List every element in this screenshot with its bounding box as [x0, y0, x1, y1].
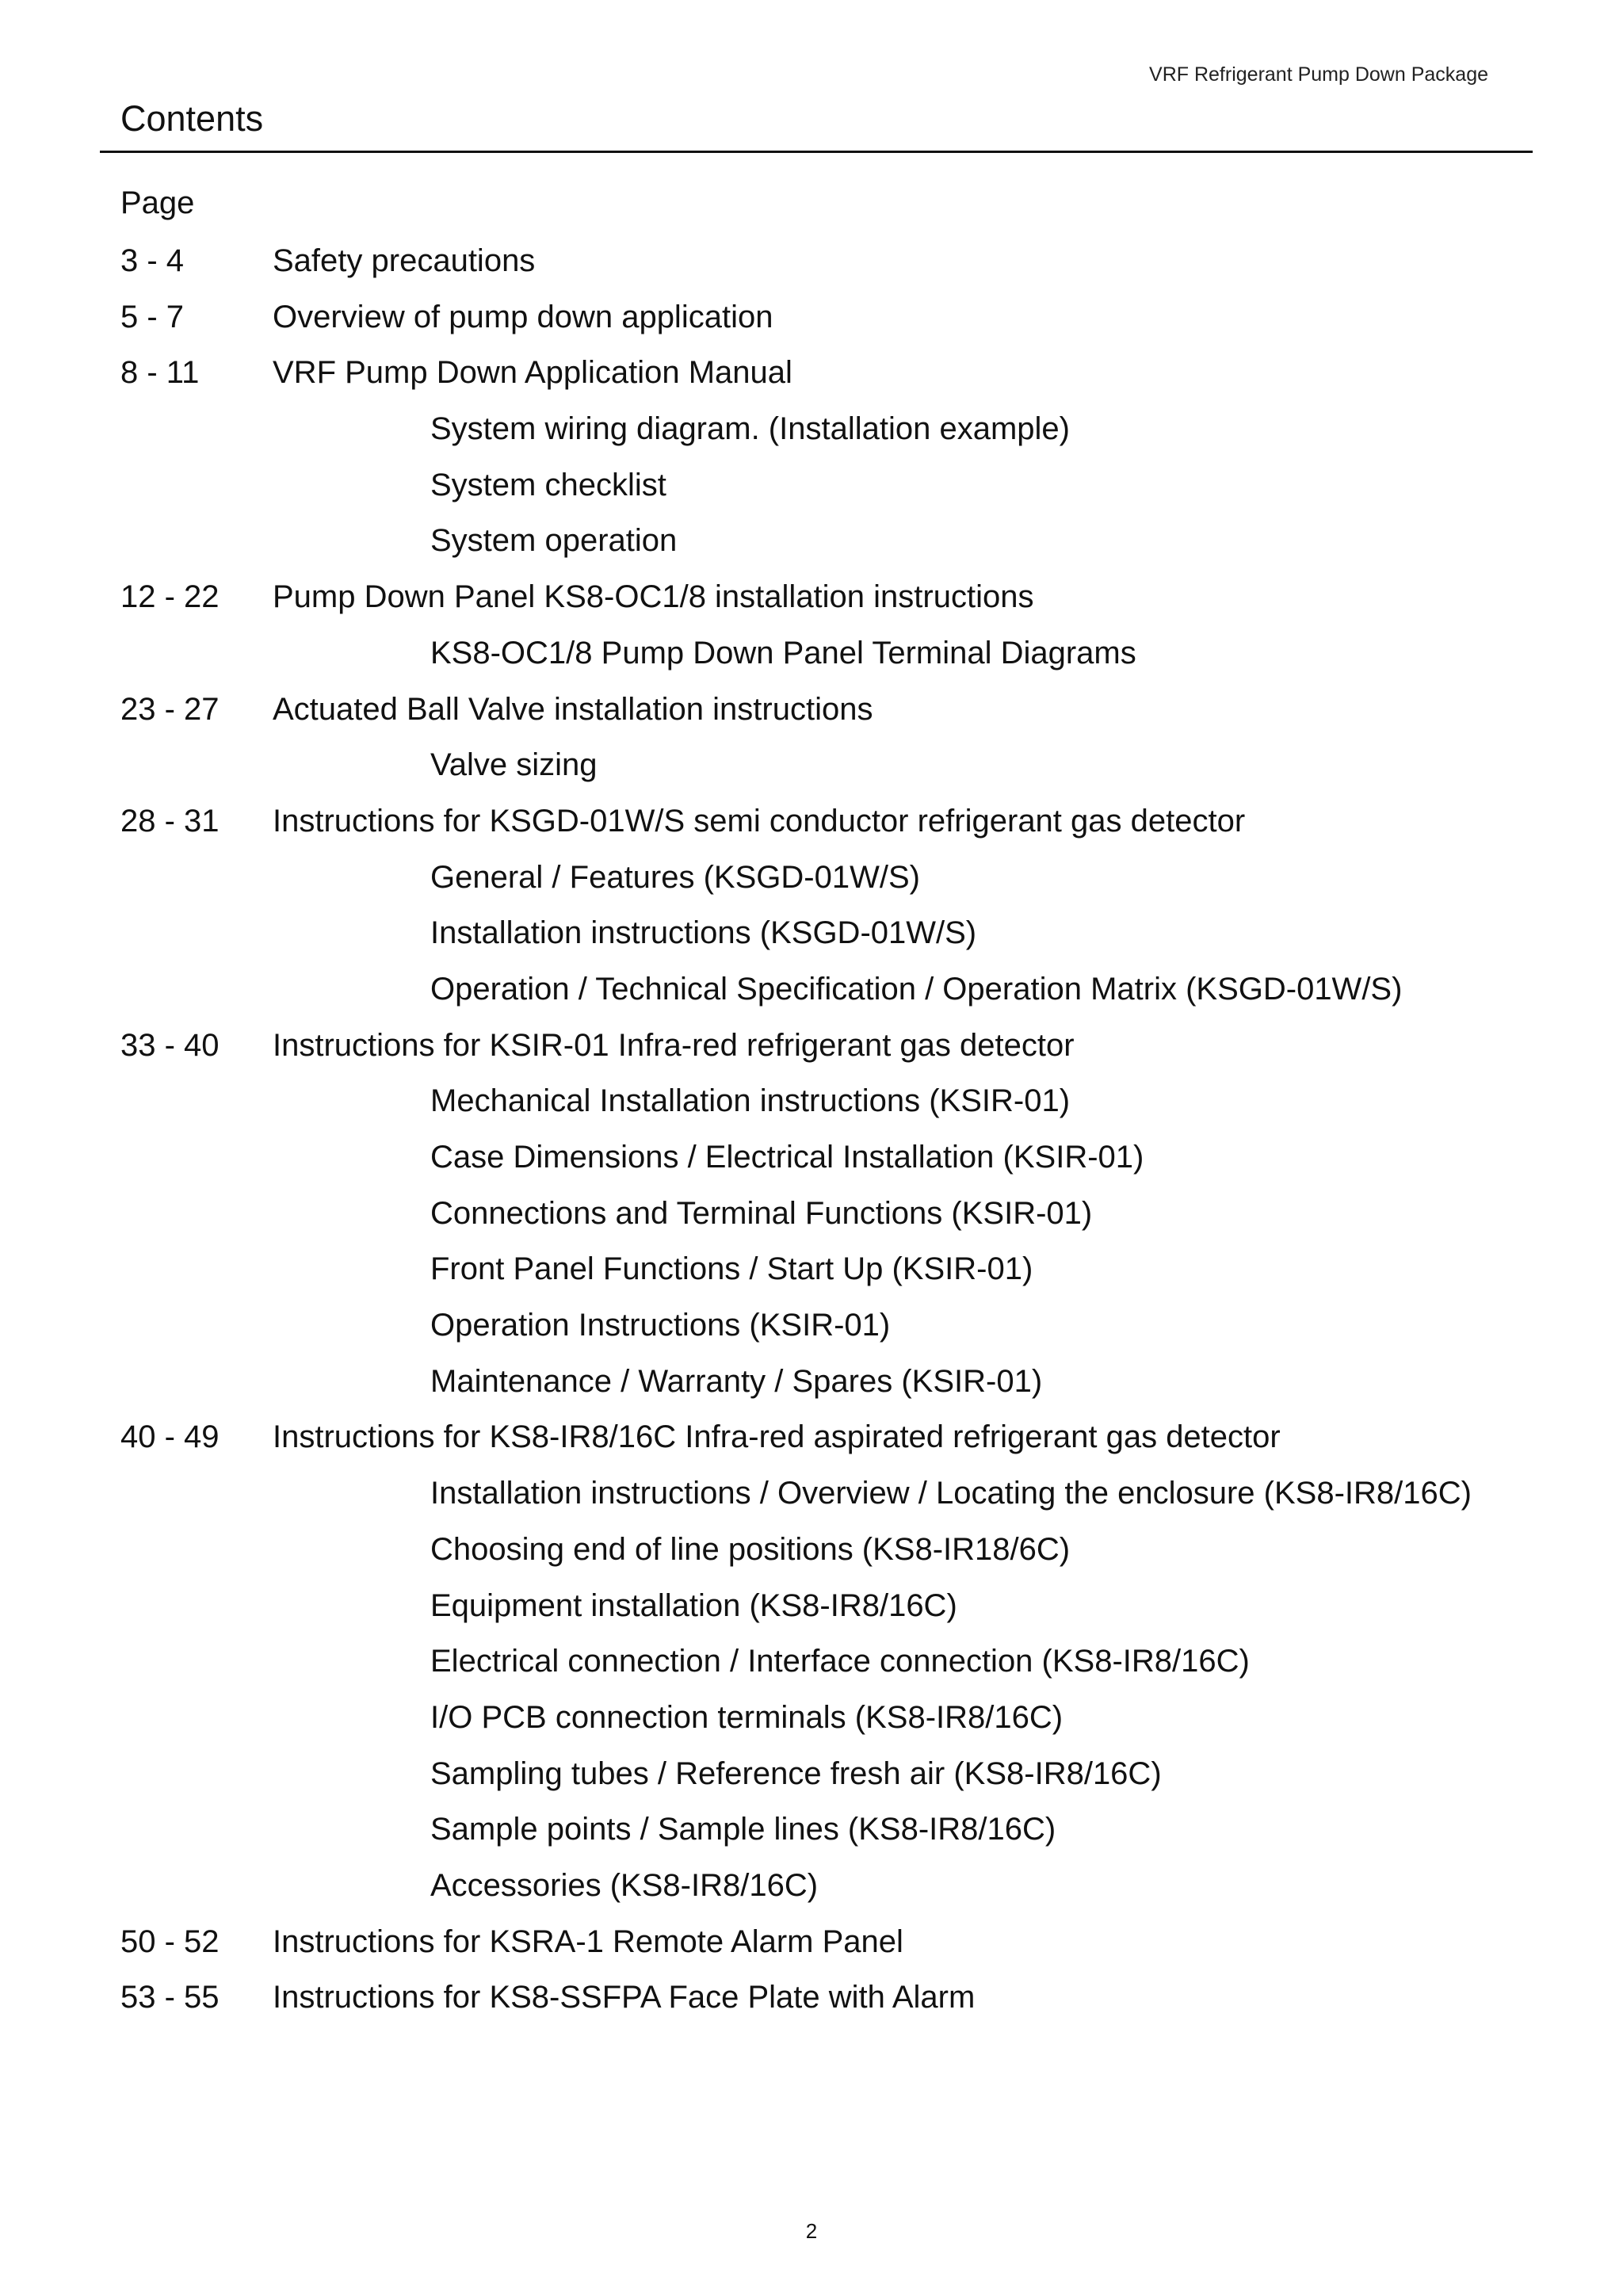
toc-entry: [0, 578, 1623, 634]
toc-page-range: 12 - 22: [120, 579, 220, 615]
toc-entry: [0, 298, 1623, 354]
toc-section-title: Front Panel Functions / Start Up (KSIR-01): [430, 1251, 1033, 1287]
toc-page-range: 28 - 31: [120, 803, 220, 839]
toc-section-title: Connections and Terminal Functions (KSIR-01): [430, 1195, 1093, 1231]
toc-subentry: [0, 746, 1623, 802]
toc-subentry: [0, 970, 1623, 1026]
toc-section-title: Accessories (KS8-IR8/16C): [430, 1867, 819, 1903]
toc-entry: [0, 1923, 1623, 1979]
toc-section-title: Sampling tubes / Reference fresh air (KS8-IR8/16C): [430, 1755, 1162, 1791]
toc-page-range: 5 - 7: [120, 299, 185, 334]
toc-subentry: [0, 634, 1623, 690]
toc-subentry: [0, 1194, 1623, 1251]
toc-subentry: [0, 1642, 1623, 1698]
toc-subentry: [0, 466, 1623, 522]
toc-section-title: VRF Pump Down Application Manual: [273, 355, 792, 391]
toc-section-title: Installation instructions (KSGD-01W/S): [430, 915, 977, 951]
toc-section-title: Maintenance / Warranty / Spares (KSIR-01): [430, 1363, 1043, 1399]
toc-page-range: 33 - 40: [120, 1027, 220, 1063]
toc-subentry: [0, 1755, 1623, 1811]
toc-section-title: General / Features (KSGD-01W/S): [430, 859, 920, 895]
toc-entry: [0, 1978, 1623, 2034]
title-underline-divider: [100, 151, 1533, 153]
toc-subentry: [0, 410, 1623, 466]
toc-section-title: Pump Down Panel KS8-OC1/8 installation instructions: [273, 579, 1034, 615]
toc-section-title: Instructions for KS8-IR8/16C Infra-red aspirated refrigerant gas detector: [273, 1419, 1281, 1455]
toc-page-column-label: Page: [120, 185, 195, 220]
toc-entry: [0, 353, 1623, 410]
toc-page-range: 8 - 11: [120, 355, 200, 391]
toc-section-title: KS8-OC1/8 Pump Down Panel Terminal Diagrams: [430, 635, 1136, 670]
toc-subentry: [0, 1810, 1623, 1866]
toc-section-title: System checklist: [430, 467, 666, 502]
toc-subentry: [0, 858, 1623, 915]
toc-subentry: [0, 1138, 1623, 1194]
page-number: 2: [805, 2219, 818, 2243]
toc-page-range: 40 - 49: [120, 1419, 220, 1455]
toc-section-title: Equipment installation (KS8-IR8/16C): [430, 1587, 957, 1623]
toc-subentry: [0, 1698, 1623, 1755]
toc-page-range: 23 - 27: [120, 691, 220, 727]
toc-section-title: Installation instructions / Overview / Locating the enclosure (KS8-IR8/16C): [430, 1476, 1472, 1511]
toc-section-title: Instructions for KS8-SSFPA Face Plate with Alarm: [273, 1980, 976, 2015]
toc-section-title: System operation: [430, 523, 678, 559]
toc-subentry: [0, 1866, 1623, 1923]
toc-section-title: Instructions for KSGD-01W/S semi conductor refrigerant gas detector: [273, 803, 1246, 839]
toc-subentry: [0, 1587, 1623, 1643]
toc-section-title: Instructions for KSRA-1 Remote Alarm Panel: [273, 1924, 903, 1959]
toc-subentry: [0, 914, 1623, 970]
toc-page-range: 53 - 55: [120, 1980, 220, 2015]
toc-page-range: 3 - 4: [120, 243, 185, 278]
table-of-contents: [0, 242, 1623, 2034]
toc-subentry: [0, 1306, 1623, 1362]
document-title: VRF Refrigerant Pump Down Package: [1149, 63, 1488, 86]
toc-section-title: I/O PCB connection terminals (KS8-IR8/16C): [430, 1699, 1064, 1735]
toc-section-title: Instructions for KSIR-01 Infra-red refrigerant gas detector: [273, 1027, 1075, 1063]
toc-entry: [0, 242, 1623, 298]
toc-section-title: Operation / Technical Specification / Operation Matrix (KSGD-01W/S): [430, 971, 1403, 1007]
toc-subentry: [0, 1530, 1623, 1587]
toc-section-title: Actuated Ball Valve installation instructions: [273, 691, 873, 727]
toc-section-title: Safety precautions: [273, 243, 536, 278]
toc-subentry: [0, 1250, 1623, 1306]
toc-section-title: Overview of pump down application: [273, 299, 773, 334]
toc-subentry: [0, 1362, 1623, 1419]
toc-section-title: Electrical connection / Interface connection (KS8-IR8/16C): [430, 1644, 1250, 1679]
toc-subentry: [0, 1082, 1623, 1138]
toc-section-title: Valve sizing: [430, 747, 598, 783]
toc-entry: [0, 802, 1623, 858]
toc-subentry: [0, 521, 1623, 578]
toc-section-title: Choosing end of line positions (KS8-IR18/6C): [430, 1531, 1071, 1567]
toc-section-title: Sample points / Sample lines (KS8-IR8/16C): [430, 1812, 1056, 1847]
toc-entry: [0, 1026, 1623, 1083]
toc-entry: [0, 1418, 1623, 1474]
page-title: Contents: [120, 98, 264, 139]
toc-subentry: [0, 1474, 1623, 1530]
toc-section-title: Mechanical Installation instructions (KSIR-01): [430, 1083, 1071, 1119]
toc-section-title: Operation Instructions (KSIR-01): [430, 1308, 891, 1343]
toc-entry: [0, 690, 1623, 747]
toc-section-title: Case Dimensions / Electrical Installation (KSIR-01): [430, 1140, 1144, 1175]
toc-page-range: 50 - 52: [120, 1924, 220, 1959]
toc-section-title: System wiring diagram. (Installation example): [430, 411, 1070, 447]
